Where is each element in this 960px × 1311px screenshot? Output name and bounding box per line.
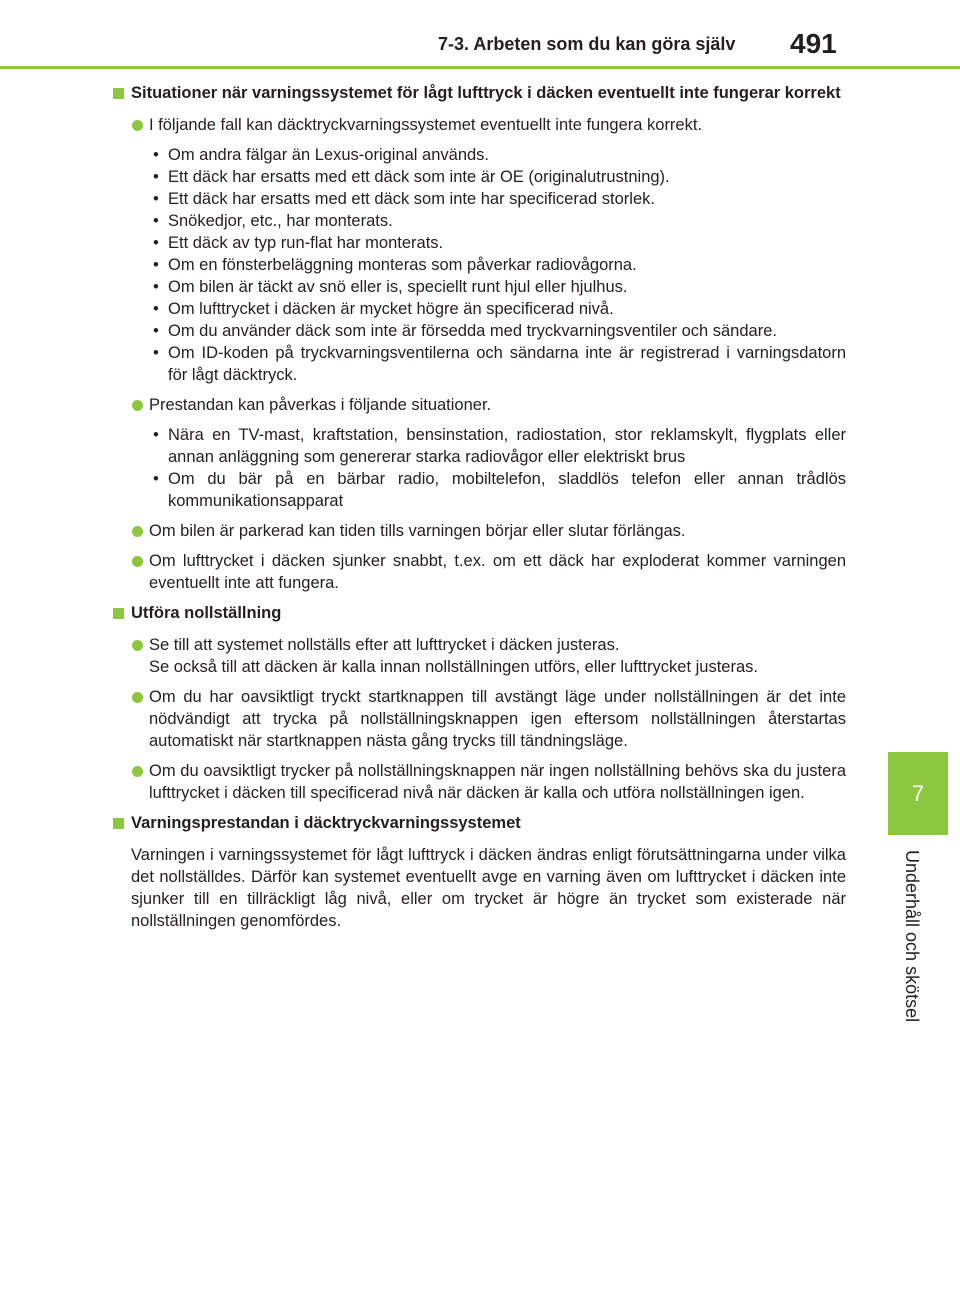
page-content	[113, 82, 846, 932]
bullet-circle-icon	[132, 556, 143, 567]
body-paragraph: Varningen i varningssystemet för lågt lufttryck i däcken ändras enligt förutsättningarna under vilka det nollställdes. Därför kan systemet eventuellt avge en varning även om lufttrycket i däcken inte sjunker till en tillräckligt låg nivå, eller om trycket är högre än trycket som existerade när nollställningen genomfördes.	[131, 846, 846, 930]
bullet-circle-icon	[132, 526, 143, 537]
section-heading: Situationer när varningssystemet för lågt lufttryck i däcken eventuellt inte fungerar korrekt	[113, 82, 846, 104]
bullet-circle-icon	[132, 766, 143, 777]
bullet-item: Om lufttrycket i däcken sjunker snabbt, t.ex. om ett däck har exploderat kommer varningen eventuellt inte att fungera.	[113, 550, 846, 594]
bullet-item: I följande fall kan däcktryckvarningssystemet eventuellt inte fungera korrekt.	[113, 114, 846, 136]
bullet-item: Prestandan kan påverkas i följande situationer.	[113, 394, 846, 416]
sub-list-item: • Ett däck av typ run-flat har monterats.	[153, 234, 444, 252]
chapter-tab	[888, 752, 948, 835]
section-square-icon	[113, 88, 124, 99]
section-square-icon	[113, 818, 124, 829]
sub-list	[113, 144, 846, 386]
chapter-side-label-text: Underhåll och skötsel	[902, 850, 922, 1023]
sub-list-item: • Om bilen är täckt av snö eller is, speciellt runt hjul eller hjulhus.	[153, 278, 628, 296]
page-number: 491	[790, 28, 837, 59]
header-rule	[0, 66, 960, 69]
sub-list-item: • Om lufttrycket i däcken är mycket högre än specificerad nivå.	[153, 300, 614, 318]
chapter-tab-number: 7	[911, 780, 925, 806]
sub-list-item: • Ett däck har ersatts med ett däck som inte har specificerad storlek.	[153, 190, 655, 208]
bullet-item: Om bilen är parkerad kan tiden tills varningen börjar eller slutar förlängas.	[113, 520, 846, 542]
bullet-circle-icon	[132, 120, 143, 131]
chapter-title: 7-3. Arbeten som du kan göra själv	[438, 34, 736, 54]
sub-list-item: • Om du bär på en bärbar radio, mobiltelefon, sladdlös telefon eller annan trådlös kommunikationsapparat	[153, 470, 846, 510]
section-square-icon	[113, 608, 124, 619]
sub-list-item: • Om du använder däck som inte är försedda med tryckvarningsventiler och sändare.	[153, 322, 777, 340]
bullet-item: Om du oavsiktligt trycker på nollställningsknappen när ingen nollställning behövs ska du justera lufttrycket i däcken till specificerad nivå när däcken är kalla och utföra nollställningen igen.	[113, 760, 846, 804]
section-heading: Varningsprestandan i däcktryckvarningssystemet	[113, 812, 846, 834]
sub-list-item: • Om ID-koden på tryckvarningsventilerna och sändarna inte är registrerad i varningsdatorn för lågt däcktryck.	[153, 344, 846, 384]
sub-list-item: • Nära en TV-mast, kraftstation, bensinstation, radiostation, stor reklamskylt, flygplats eller annan anläggning som genererar starka radiovågor eller elektriskt brus	[153, 426, 846, 466]
bullet-item: Om du har oavsiktligt tryckt startknappen till avstängt läge under nollställningen är det inte nödvändigt att trycka på nollställningsknappen igen eftersom nollställningen återstartas automatiskt när startknappen nästa gång trycks till tändningsläge.	[113, 686, 846, 752]
bullet-item: Se till att systemet nollställs efter att lufttrycket i däcken justeras. Se också till att däcken är kalla innan nollställningen utförs, eller lufttrycket justeras.	[113, 634, 846, 678]
chapter-side-label	[880, 850, 940, 1030]
bullet-circle-icon	[132, 640, 143, 651]
sub-list-item: • Ett däck har ersatts med ett däck som inte är OE (originalutrustning).	[153, 168, 670, 186]
sub-list-item: • Om andra fälgar än Lexus-original används.	[153, 146, 490, 164]
section-heading: Utföra nollställning	[113, 602, 846, 624]
bullet-circle-icon	[132, 692, 143, 703]
bullet-circle-icon	[132, 400, 143, 411]
sub-list-item: • Om en fönsterbeläggning monteras som påverkar radiovågorna.	[153, 256, 637, 274]
sub-list-item: • Snökedjor, etc., har monterats.	[153, 212, 393, 230]
sub-list	[113, 424, 846, 512]
